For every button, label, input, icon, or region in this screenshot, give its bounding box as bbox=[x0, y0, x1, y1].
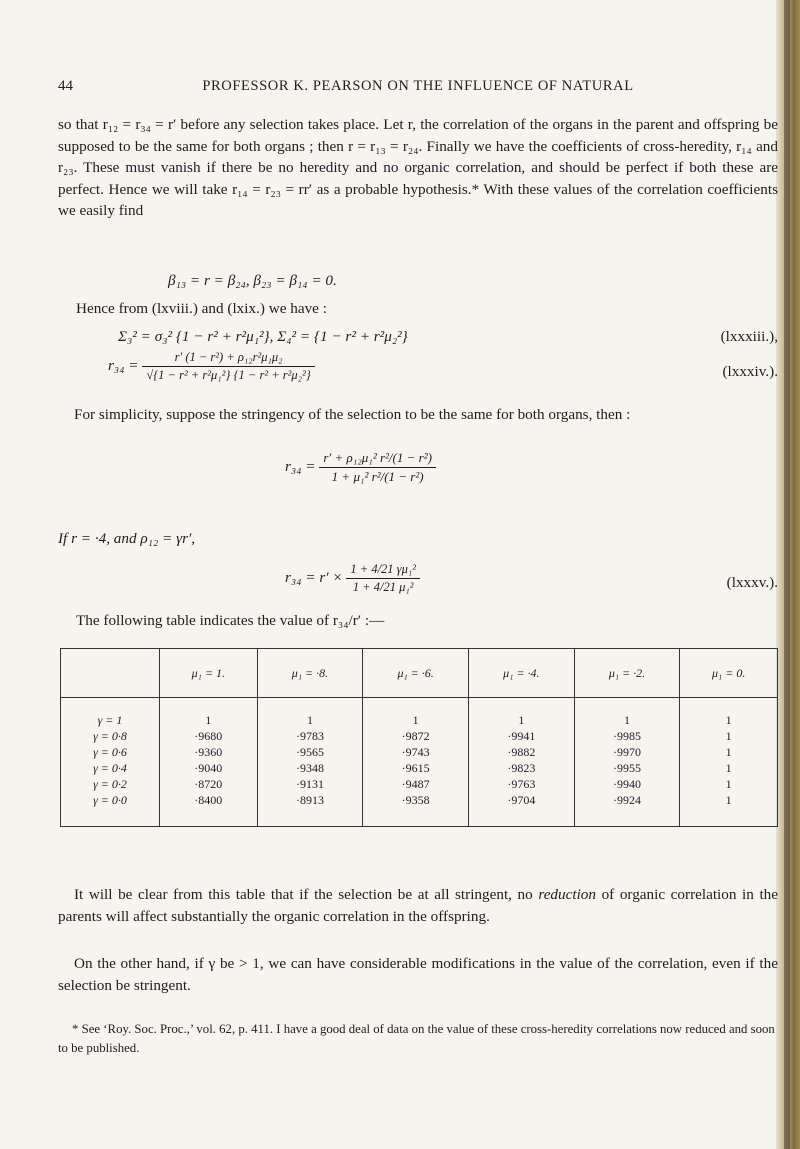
equation-lxxxv-denominator: 1 + 4/21 μ₁² bbox=[352, 580, 414, 594]
row-label: γ = 0·8 bbox=[61, 728, 160, 744]
equation-simplified-denominator: 1 + μ₁² r²/(1 − r²) bbox=[331, 469, 424, 484]
equation-simplified-lhs: r₃₄ = bbox=[285, 457, 316, 475]
equation-tag-lxxxiv: (lxxxiv.). bbox=[722, 363, 778, 380]
footnote: * See ‘Roy. Soc. Proc.,’ vol. 62, p. 411. I have a good deal of data on the value of these cross-heredity correlations now reduced and soon to be published. bbox=[58, 1022, 775, 1055]
table-cell: ·8400 bbox=[160, 792, 258, 827]
equation-tag-lxxxiii: (lxxxiii.), bbox=[720, 328, 778, 345]
hence-line: Hence from (lxviii.) and (lxix.) we have : bbox=[76, 300, 327, 317]
table-row bbox=[61, 792, 778, 827]
equation-lxxxv-fraction bbox=[346, 562, 420, 595]
table-cell: ·9882 bbox=[468, 744, 574, 760]
table-cell: 1 bbox=[680, 744, 778, 760]
row-label: γ = 0·4 bbox=[61, 760, 160, 776]
table-cell: ·9955 bbox=[574, 760, 680, 776]
table-cell: 1 bbox=[680, 776, 778, 792]
paragraph-3 bbox=[58, 884, 778, 927]
table-row bbox=[61, 698, 778, 729]
table-cell: ·9924 bbox=[574, 792, 680, 827]
table-cell: ·9985 bbox=[574, 728, 680, 744]
table-header-cell: μ₁ = ·8. bbox=[257, 649, 363, 698]
table-header-row bbox=[61, 649, 778, 698]
table-cell: 1 bbox=[680, 792, 778, 827]
table-cell: 1 bbox=[468, 698, 574, 729]
running-head bbox=[58, 78, 778, 98]
equation-simplified-numerator: r′ + ρ₁₂μ₁² r²/(1 − r²) bbox=[319, 450, 436, 468]
row-label: γ = 0·0 bbox=[61, 792, 160, 827]
table-header-cell: μ₁ = ·4. bbox=[468, 649, 574, 698]
equation-lxxxv bbox=[285, 562, 420, 595]
table-cell: ·9941 bbox=[468, 728, 574, 744]
table-cell: 1 bbox=[680, 728, 778, 744]
equation-lxxxv-lhs: r₃₄ = r′ × bbox=[285, 568, 343, 586]
table-header-cell: μ₁ = ·6. bbox=[363, 649, 469, 698]
table-cell: ·9743 bbox=[363, 744, 469, 760]
paragraph-1: so that r₁₂ = r₃₄ = r′ before any selection takes place. Let r, the correlation of the organs in the parent and offspring be supposed to be the same for both organs ; then r = r₁₃ = r₂₄. Finally we have the coefficients of cross-heredity, r₁₄ and r₂₃. These must vanish if there be no heredity and no organic correlation, and should be perfect if both these are perfect. Hence we will take r₁₄ = r₂₃ = rr′ as a probable hypothesis.* With these values of the correlation coefficients we easily find bbox=[58, 116, 778, 220]
paragraph-4: On the other hand, if γ be > 1, we can have considerable modifications in the value of the correlation, even if the selection be stringent. bbox=[58, 955, 778, 994]
table-cell: ·9615 bbox=[363, 760, 469, 776]
page-number: 44 bbox=[58, 78, 73, 94]
equation-lxxxiv-fraction bbox=[142, 350, 314, 383]
paragraph-3-emphasis: reduction bbox=[538, 886, 596, 903]
table-header-cell: μ₁ = ·2. bbox=[574, 649, 680, 698]
table-cell: ·9704 bbox=[468, 792, 574, 827]
table-cell: ·9358 bbox=[363, 792, 469, 827]
equation-lxxxiv bbox=[108, 350, 315, 383]
correlation-table bbox=[60, 648, 778, 827]
table-cell: 1 bbox=[680, 760, 778, 776]
if-line: If r = ·4, and ρ₁₂ = γr′, bbox=[58, 530, 196, 547]
equation-lxxxiv-numerator: r′ (1 − r²) + ρ₁₂r²μ₁μ₂ bbox=[142, 350, 314, 367]
book-edge-shadow bbox=[784, 0, 790, 1149]
equation-simplified-fraction bbox=[319, 450, 436, 485]
paragraph-3-start: It will be clear from this table that if the selection be at all stringent, no bbox=[74, 886, 539, 903]
table-cell: ·9131 bbox=[257, 776, 363, 792]
row-label: γ = 0·2 bbox=[61, 776, 160, 792]
table-cell: 1 bbox=[257, 698, 363, 729]
table-cell: ·9823 bbox=[468, 760, 574, 776]
table-header-cell: μ₁ = 1. bbox=[160, 649, 258, 698]
table-header-cell: μ₁ = 0. bbox=[680, 649, 778, 698]
paragraph-2: For simplicity, suppose the stringency of the selection to be the same for both organs, then : bbox=[74, 406, 631, 423]
table-cell: ·9680 bbox=[160, 728, 258, 744]
table-cell: ·9348 bbox=[257, 760, 363, 776]
equation-beta: β₁₃ = r = β₂₄, β₂₃ = β₁₄ = 0. bbox=[168, 272, 337, 289]
row-label: γ = 0·6 bbox=[61, 744, 160, 760]
equation-lxxxv-numerator: 1 + 4/21 γμ₁² bbox=[346, 562, 420, 579]
paragraph-3-end: of organic correlation in the parents will affect substantially the organic correlation in the offspring. bbox=[58, 886, 779, 925]
running-title: PROFESSOR K. PEARSON ON THE INFLUENCE OF NATURAL bbox=[202, 78, 634, 94]
table-cell: 1 bbox=[160, 698, 258, 729]
table-cell: 1 bbox=[363, 698, 469, 729]
table-cell: 1 bbox=[680, 698, 778, 729]
equation-tag-lxxxv: (lxxxv.). bbox=[726, 574, 778, 591]
table-cell: ·9487 bbox=[363, 776, 469, 792]
table-row bbox=[61, 744, 778, 760]
equation-simplified bbox=[285, 450, 436, 485]
equation-lxxxiii: Σ₃² = σ₃² {1 − r² + r²μ₁²}, Σ₄² = {1 − r² + r²μ₂²} bbox=[118, 328, 408, 345]
table-row bbox=[61, 776, 778, 792]
table-row bbox=[61, 760, 778, 776]
equation-lxxxiv-denominator: √{1 − r² + r²μ₁²} {1 − r² + r²μ₂²} bbox=[146, 368, 311, 382]
table-cell: ·9872 bbox=[363, 728, 469, 744]
table-cell: ·9565 bbox=[257, 744, 363, 760]
table-cell: ·9940 bbox=[574, 776, 680, 792]
table-cell: ·9360 bbox=[160, 744, 258, 760]
table-cell: ·9040 bbox=[160, 760, 258, 776]
table-cell: ·9783 bbox=[257, 728, 363, 744]
table-cell: ·9970 bbox=[574, 744, 680, 760]
row-label: γ = 1 bbox=[61, 698, 160, 729]
equation-lxxxiv-lhs: r₃₄ = bbox=[108, 356, 139, 374]
table-row bbox=[61, 728, 778, 744]
table-cell: 1 bbox=[574, 698, 680, 729]
table-cell: ·8913 bbox=[257, 792, 363, 827]
table-cell: ·9763 bbox=[468, 776, 574, 792]
table-header-cell bbox=[61, 649, 160, 698]
table-cell: ·8720 bbox=[160, 776, 258, 792]
table-intro: The following table indicates the value of r₃₄/r′ :— bbox=[76, 612, 385, 629]
